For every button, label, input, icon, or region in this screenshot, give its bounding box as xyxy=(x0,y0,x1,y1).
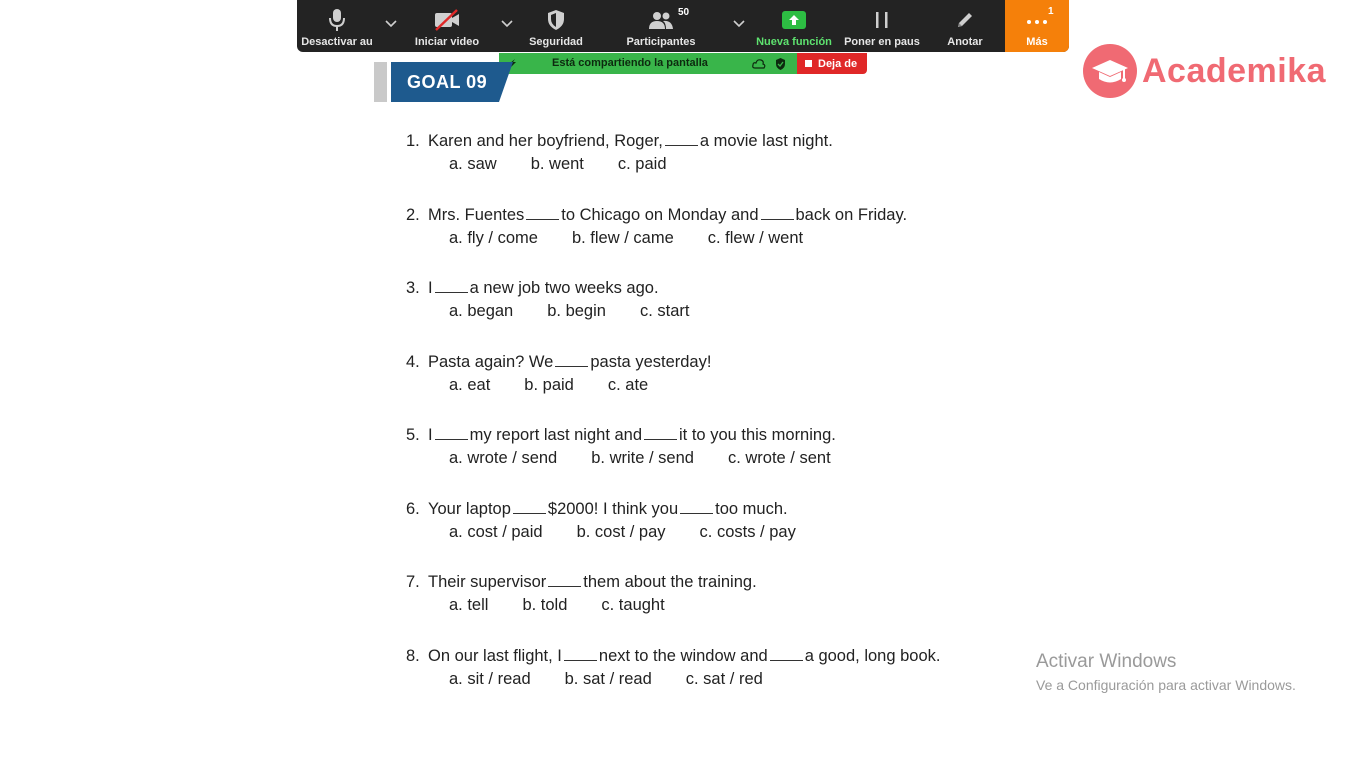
answer-options xyxy=(449,373,1026,398)
participants-options-chevron-down-icon[interactable] xyxy=(732,16,746,30)
answer-blank xyxy=(526,201,559,220)
annotate-button[interactable]: Anotar xyxy=(935,0,995,52)
participants-icon xyxy=(648,7,674,33)
shield-icon xyxy=(546,7,566,33)
video-options-chevron-down-icon[interactable] xyxy=(500,16,514,30)
watermark-subtitle: Ve a Configuración para activar Windows. xyxy=(1036,677,1296,693)
answer-options xyxy=(449,667,1026,692)
question-text xyxy=(406,421,1026,446)
answer-blank xyxy=(435,274,468,293)
more-badge: 1 xyxy=(1048,6,1054,17)
sharing-status-text: Está compartiendo la pantalla xyxy=(552,57,708,69)
answer-option: c. taught xyxy=(601,596,665,614)
question-number: 1. xyxy=(406,132,420,150)
question-item xyxy=(406,421,1026,495)
question-text xyxy=(406,127,1026,152)
answer-option: c. costs / pay xyxy=(699,522,796,541)
question-text-part: next to the window and xyxy=(598,646,768,665)
pause-icon xyxy=(873,7,891,33)
answer-option: c. wrote / sent xyxy=(727,449,831,467)
question-text-part: a good, long book. xyxy=(804,646,941,665)
answer-option: b. write / send xyxy=(591,449,694,467)
mute-button[interactable]: Desactivar au xyxy=(297,0,377,52)
answer-option: a. wrote / send xyxy=(449,449,558,467)
question-number: 7. xyxy=(406,573,420,591)
answer-options xyxy=(449,520,1026,545)
question-number: 2. xyxy=(406,205,420,224)
question-text-part: them about the training. xyxy=(583,573,757,591)
answer-option: a. began xyxy=(449,302,514,320)
question-text-part: Their supervisor xyxy=(428,573,547,591)
meeting-toolbar xyxy=(297,0,1069,52)
graduation-cap-icon xyxy=(1083,44,1137,98)
stop-icon xyxy=(805,60,812,67)
answer-option: b. cost / pay xyxy=(576,522,666,541)
answer-blank xyxy=(548,568,581,587)
answer-options xyxy=(449,226,1026,251)
question-text-part: Your laptop xyxy=(428,499,511,518)
question-text-part: I xyxy=(428,426,433,444)
question-number: 6. xyxy=(406,499,420,518)
question-text-part: a movie last night. xyxy=(699,132,833,150)
share-screen-icon xyxy=(782,7,806,33)
question-item xyxy=(406,568,1026,642)
answer-option: a. cost / paid xyxy=(449,522,543,541)
answer-option: b. flew / came xyxy=(571,228,674,247)
question-text xyxy=(406,495,1026,520)
answer-blank xyxy=(770,642,803,661)
question-text-part: On our last flight, I xyxy=(428,646,562,665)
microphone-icon xyxy=(329,7,345,33)
question-text xyxy=(406,201,1026,226)
start-video-button[interactable]: Iniciar video xyxy=(407,0,487,52)
goal-title: GOAL 09 xyxy=(407,72,488,92)
answer-option: a. sit / read xyxy=(449,669,531,688)
question-text-part: Pasta again? We xyxy=(428,352,554,371)
question-item xyxy=(406,201,1026,275)
answer-blank xyxy=(435,421,468,440)
goal-side-bar xyxy=(374,62,387,102)
answer-blank xyxy=(761,201,794,220)
question-text-part: my report last night and xyxy=(469,426,643,444)
pause-share-button[interactable]: Poner en paus xyxy=(841,0,923,52)
watermark-title: Activar Windows xyxy=(1036,651,1177,672)
question-text-part: Karen and her boyfriend, Roger, xyxy=(428,132,663,150)
answer-option: b. begin xyxy=(547,302,606,320)
answer-option: c. flew / went xyxy=(707,228,804,247)
video-off-icon xyxy=(433,7,461,33)
question-item xyxy=(406,127,1026,201)
answer-options xyxy=(449,446,1026,471)
answer-option: c. ate xyxy=(607,375,649,394)
question-item xyxy=(406,348,1026,422)
question-text-part: a new job two weeks ago. xyxy=(469,279,659,297)
encryption-shield-icon xyxy=(775,58,786,70)
question-text-part: I xyxy=(428,279,433,297)
question-text xyxy=(406,568,1026,593)
new-share-button[interactable]: Nueva función xyxy=(752,0,836,52)
cloud-icon xyxy=(752,58,766,69)
question-text xyxy=(406,348,1026,373)
answer-blank xyxy=(665,127,698,146)
participants-count: 50 xyxy=(678,7,690,18)
question-item xyxy=(406,274,1026,348)
stop-share-button[interactable]: Deja de xyxy=(797,53,867,74)
logo-text: Academika xyxy=(1142,51,1327,90)
answer-option: b. sat / read xyxy=(564,669,652,688)
sharing-banner xyxy=(499,53,797,74)
more-button[interactable]: Más 1 xyxy=(1005,0,1069,52)
answer-options xyxy=(449,593,1026,618)
answer-blank xyxy=(564,642,597,661)
question-item xyxy=(406,642,1026,716)
more-dots-icon xyxy=(1026,7,1048,33)
question-number: 8. xyxy=(406,646,420,665)
answer-option: c. sat / red xyxy=(685,669,763,688)
answer-options xyxy=(449,299,1026,324)
question-text-part: it to you this morning. xyxy=(679,426,836,444)
question-text xyxy=(406,274,1026,299)
answer-blank xyxy=(513,495,546,514)
question-number: 3. xyxy=(406,279,420,297)
question-text xyxy=(406,642,1026,667)
answer-option: a. eat xyxy=(449,375,491,394)
question-number: 4. xyxy=(406,352,420,371)
question-text-part: too much. xyxy=(715,499,788,518)
answer-option: b. went xyxy=(530,155,584,173)
question-text-part: Mrs. Fuentes xyxy=(428,205,525,224)
answer-blank xyxy=(555,348,588,367)
question-number: 5. xyxy=(406,426,420,444)
security-button[interactable]: Seguridad xyxy=(519,0,593,52)
answer-blank xyxy=(644,421,677,440)
answer-option: c. paid xyxy=(617,155,667,173)
answer-option: b. told xyxy=(522,596,568,614)
mute-options-chevron-down-icon[interactable] xyxy=(384,16,398,30)
answer-blank xyxy=(680,495,713,514)
answer-option: b. paid xyxy=(524,375,574,394)
answer-options xyxy=(449,152,1026,177)
academika-logo xyxy=(1083,43,1326,99)
answer-option: a. saw xyxy=(449,155,497,173)
question-text-part: $2000! I think you xyxy=(547,499,679,518)
question-item xyxy=(406,495,1026,569)
question-text-part: to Chicago on Monday and xyxy=(561,205,759,224)
participants-button[interactable]: Participantes xyxy=(619,0,703,52)
question-list xyxy=(406,127,1026,715)
pencil-icon xyxy=(955,7,975,33)
answer-option: a. fly / come xyxy=(449,228,538,247)
windows-activation-watermark xyxy=(1036,651,1296,693)
question-text-part: pasta yesterday! xyxy=(590,352,712,371)
question-text-part: back on Friday. xyxy=(795,205,908,224)
answer-option: c. start xyxy=(639,302,690,320)
answer-option: a. tell xyxy=(449,596,489,614)
